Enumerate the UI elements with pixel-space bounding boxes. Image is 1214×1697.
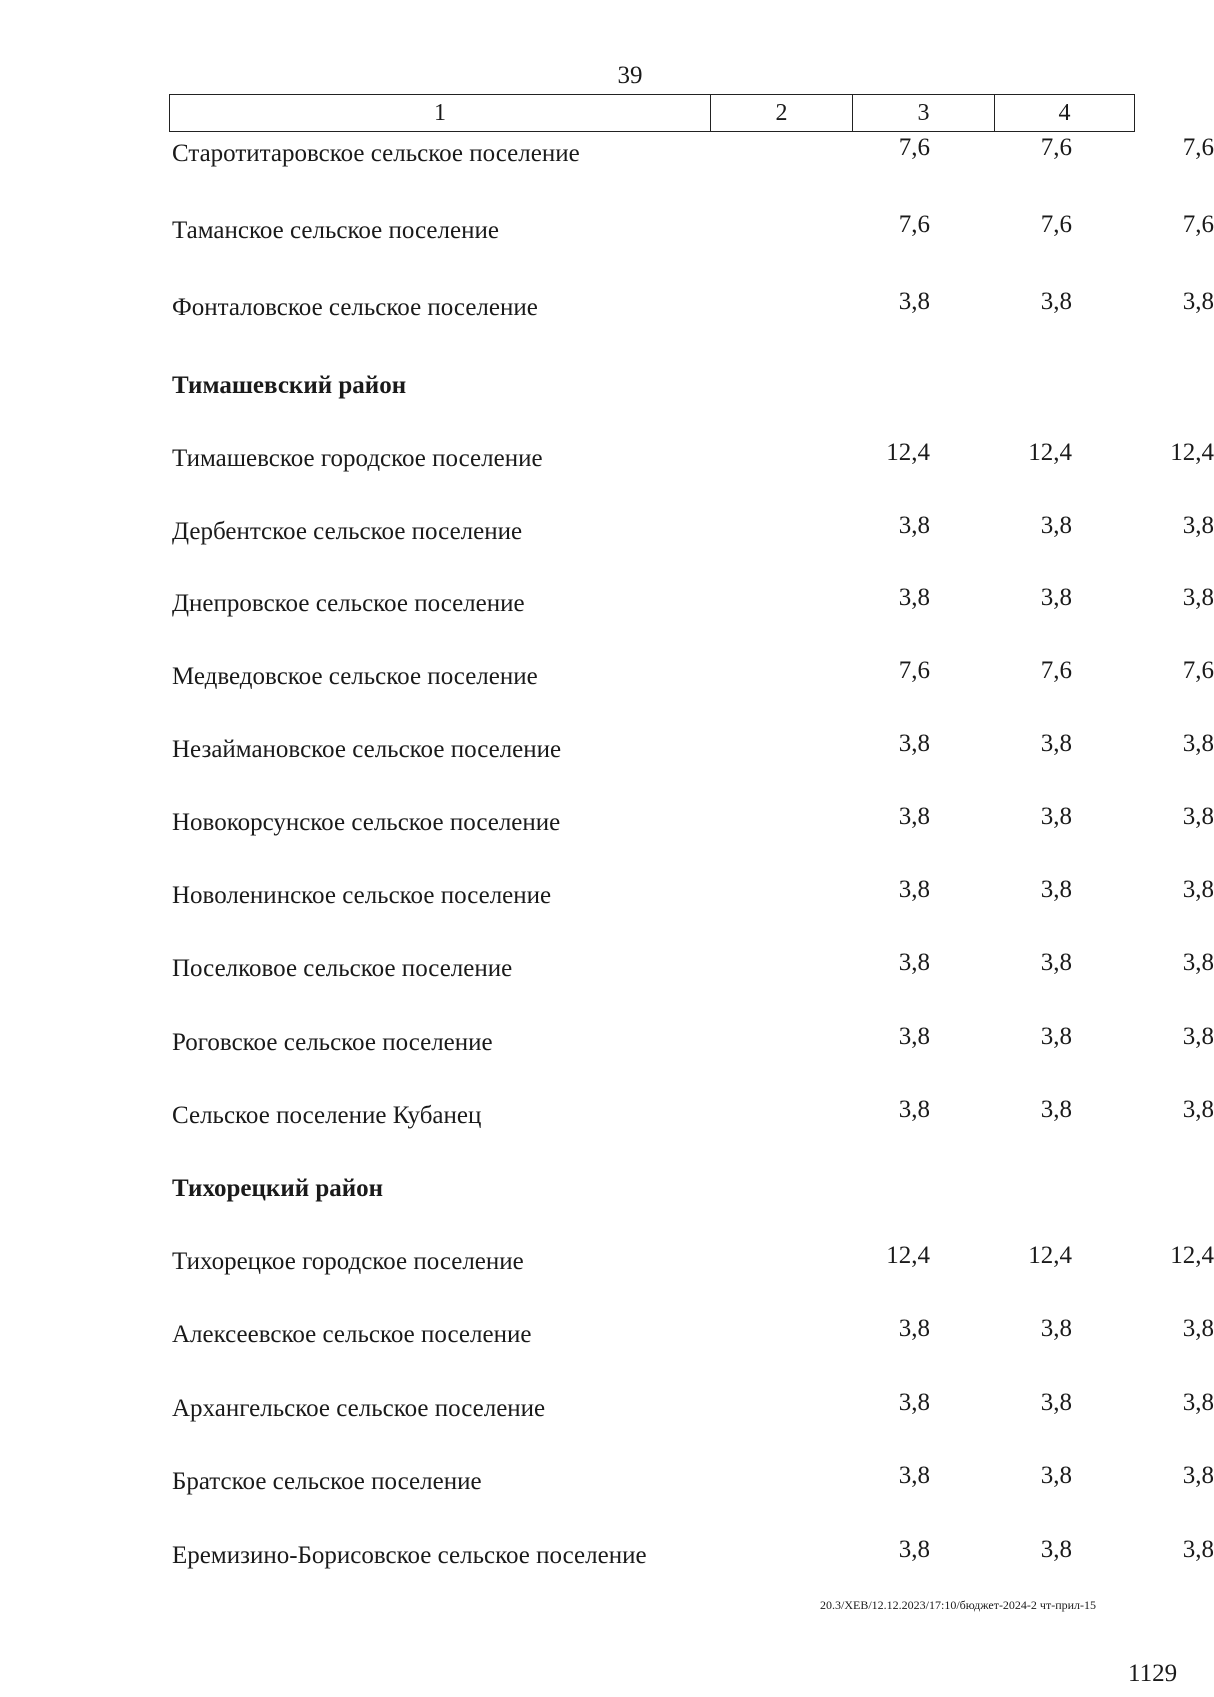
row-name: Братское сельское поселение (172, 1468, 482, 1495)
row-value-col-4: 3,8 (1182, 1096, 1214, 1123)
row-name: Архангельское сельское поселение (172, 1395, 546, 1422)
row-value-col-4: 12,4 (1170, 439, 1214, 466)
row-value-col-4: 3,8 (1182, 876, 1214, 903)
table-row (172, 584, 1214, 630)
row-value-col-2: 7,6 (898, 134, 930, 161)
row-name: Старотитаровское сельское поселение (172, 140, 580, 167)
row-value-col-4: 3,8 (1182, 512, 1214, 539)
row-value-col-2: 3,8 (898, 730, 930, 757)
table-row (172, 288, 1214, 334)
row-value-col-3: 3,8 (1040, 1536, 1072, 1563)
row-name: Дербентское сельское поселение (172, 518, 523, 545)
row-name: Роговское сельское поселение (172, 1029, 493, 1056)
table-row (172, 803, 1214, 849)
row-name: Еремизино-Борисовское сельское поселение (172, 1542, 647, 1569)
row-name: Днепровское сельское поселение (172, 590, 525, 617)
table-row (172, 211, 1214, 257)
row-value-col-3: 3,8 (1040, 803, 1072, 830)
table-row (172, 512, 1214, 558)
table-row (172, 1462, 1214, 1508)
table-row (172, 1023, 1214, 1069)
row-value-col-2: 3,8 (898, 1315, 930, 1342)
table-row (172, 1096, 1214, 1142)
row-value-col-4: 7,6 (1182, 134, 1214, 161)
row-value-col-4: 3,8 (1182, 1315, 1214, 1342)
table-row (172, 439, 1214, 485)
row-value-col-4: 12,4 (1170, 1242, 1214, 1269)
row-value-col-3: 12,4 (1028, 439, 1072, 466)
row-value-col-3: 3,8 (1040, 288, 1072, 315)
table-row (172, 949, 1214, 995)
row-value-col-3: 12,4 (1028, 1242, 1072, 1269)
table-row (172, 1315, 1214, 1361)
row-value-col-2: 3,8 (898, 1389, 930, 1416)
row-value-col-2: 12,4 (886, 1242, 930, 1269)
row-name: Тихорецкий район (172, 1175, 384, 1202)
header-col-3: 3 (852, 95, 994, 131)
row-name: Алексеевское сельское поселение (172, 1321, 532, 1348)
document-code: 20.3/ХЕВ/12.12.2023/17:10/бюджет-2024-2 чт-прил-15 (820, 1598, 1097, 1612)
row-value-col-4: 3,8 (1182, 1462, 1214, 1489)
table-row (172, 134, 1214, 180)
row-value-col-4: 3,8 (1182, 730, 1214, 757)
row-value-col-4: 7,6 (1182, 211, 1214, 238)
row-value-col-3: 3,8 (1040, 876, 1072, 903)
row-value-col-3: 3,8 (1040, 1389, 1072, 1416)
row-value-col-2: 7,6 (898, 211, 930, 238)
row-value-col-4: 3,8 (1182, 288, 1214, 315)
row-name: Медведовское сельское поселение (172, 663, 538, 690)
row-name: Новоленинское сельское поселение (172, 882, 552, 909)
row-name: Новокорсунское сельское поселение (172, 809, 561, 836)
row-value-col-3: 3,8 (1040, 584, 1072, 611)
row-value-col-3: 3,8 (1040, 730, 1072, 757)
row-value-col-2: 3,8 (898, 512, 930, 539)
table-row (172, 730, 1214, 776)
row-value-col-2: 3,8 (898, 1023, 930, 1050)
row-name: Незаймановское сельское поселение (172, 736, 562, 763)
header-col-2: 2 (710, 95, 852, 131)
row-value-col-2: 7,6 (898, 657, 930, 684)
row-value-col-4: 3,8 (1182, 1536, 1214, 1563)
table-row (172, 876, 1214, 922)
row-value-col-3: 3,8 (1040, 512, 1072, 539)
row-value-col-2: 3,8 (898, 288, 930, 315)
row-name: Тихорецкое городское поселение (172, 1248, 524, 1275)
district-heading (172, 1175, 1142, 1215)
row-value-col-3: 7,6 (1040, 134, 1072, 161)
row-value-col-4: 3,8 (1182, 949, 1214, 976)
row-value-col-4: 3,8 (1182, 1023, 1214, 1050)
row-value-col-4: 7,6 (1182, 657, 1214, 684)
row-value-col-2: 3,8 (898, 803, 930, 830)
row-name: Тимашевский район (172, 372, 407, 399)
row-value-col-3: 3,8 (1040, 1096, 1072, 1123)
row-name: Поселковое сельское поселение (172, 955, 513, 982)
row-value-col-4: 3,8 (1182, 1389, 1214, 1416)
table-row (172, 657, 1214, 703)
row-value-col-3: 3,8 (1040, 949, 1072, 976)
row-value-col-3: 3,8 (1040, 1462, 1072, 1489)
row-value-col-4: 3,8 (1182, 584, 1214, 611)
row-name: Таманское сельское поселение (172, 217, 499, 244)
row-name: Сельское поселение Кубанец (172, 1102, 482, 1129)
row-value-col-2: 3,8 (898, 1536, 930, 1563)
page-number: 39 (617, 62, 643, 89)
row-value-col-3: 7,6 (1040, 657, 1072, 684)
table-row (172, 1389, 1214, 1435)
row-value-col-3: 7,6 (1040, 211, 1072, 238)
sheet-number: 1129 (1128, 1660, 1178, 1687)
row-value-col-3: 3,8 (1040, 1023, 1072, 1050)
row-value-col-2: 3,8 (898, 584, 930, 611)
district-heading (172, 372, 1142, 412)
row-value-col-2: 3,8 (898, 1462, 930, 1489)
table-row (172, 1242, 1214, 1288)
row-value-col-2: 12,4 (886, 439, 930, 466)
row-value-col-3: 3,8 (1040, 1315, 1072, 1342)
table-row (172, 1536, 1214, 1582)
row-name: Фонталовское сельское поселение (172, 294, 538, 321)
row-value-col-2: 3,8 (898, 949, 930, 976)
row-value-col-2: 3,8 (898, 876, 930, 903)
row-name: Тимашевское городское поселение (172, 445, 543, 472)
row-value-col-2: 3,8 (898, 1096, 930, 1123)
header-col-4: 4 (994, 95, 1134, 131)
header-col-1: 1 (434, 100, 446, 126)
row-value-col-4: 3,8 (1182, 803, 1214, 830)
